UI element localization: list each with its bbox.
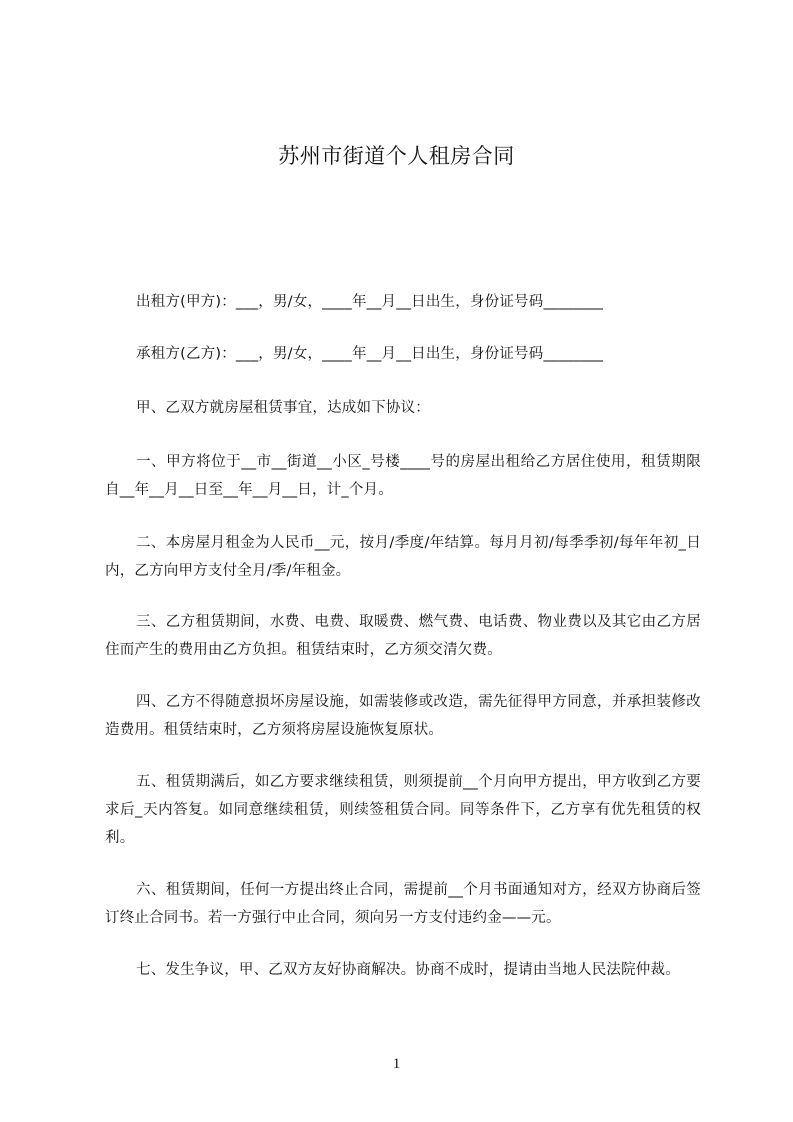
clause-4: 四、乙方不得随意损坏房屋设施，如需装修或改造，需先征得甲方同意，并承担装修改造费用。租赁结束时，乙方须将房屋设施恢复原状。 <box>105 694 701 738</box>
page-number: 1 <box>392 1056 401 1072</box>
agreement-intro: 甲、乙双方就房屋租赁事宜，达成如下协议： <box>136 400 430 416</box>
clause-3: 三、乙方租赁期间，水费、电费、取暖费、燃气费、电话费、物业费以及其它由乙方居住而产生的费用由乙方负担。租赁结束时，乙方须交清欠费。 <box>105 614 701 658</box>
clause-2: 二、本房屋月租金为人民币__元，按月/季度/年结算。每月月初/每季季初/每年年初_日内，乙方向甲方支付全月/季/年租金。 <box>105 535 701 579</box>
clause-6: 六、租赁期间，任何一方提出终止合同，需提前__个月书面通知对方，经双方协商后签订终止合同书。若一方强行中止合同，须向另一方支付违约金——元。 <box>105 882 701 926</box>
clause-7: 七、发生争议，甲、乙双方友好协商解决。协商不成时，提请由当地人民法院仲裁。 <box>136 962 680 978</box>
document-title: 苏州市街道个人租房合同 <box>278 144 515 168</box>
clause-5: 五、租赁期满后，如乙方要求继续租赁，则须提前__个月向甲方提出，甲方收到乙方要求后_天内答复。如同意继续租赁，则续签租赁合同。同等条件下，乙方享有优先租赁的权利。 <box>105 774 701 846</box>
lessee-party-line: 承租方(乙方)：___，男/女，____年__月__日出生，身份证号码________ <box>136 346 604 362</box>
lessor-party-line: 出租方(甲方)：___，男/女，____年__月__日出生，身份证号码________ <box>136 294 604 310</box>
clause-1: 一、甲方将位于__市__街道__小区_号楼____号的房屋出租给乙方居住使用，租赁期限自__年__月__日至__年__月__日，计_个月。 <box>105 454 701 498</box>
